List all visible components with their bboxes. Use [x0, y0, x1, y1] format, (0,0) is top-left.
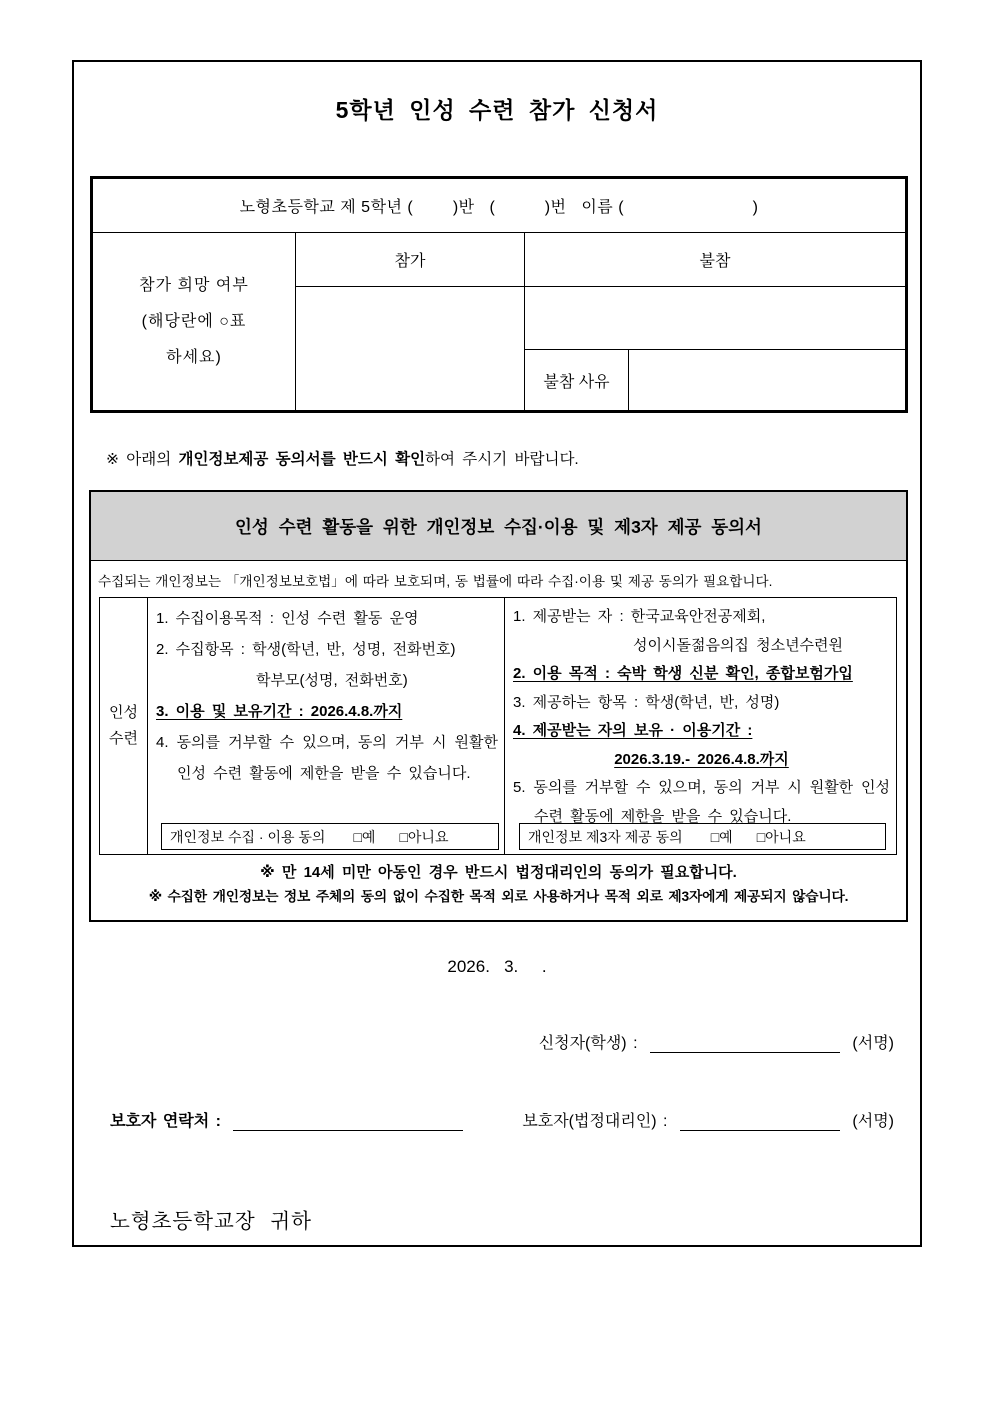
guardian-signature-row	[110, 1108, 894, 1131]
provide-item-4: 4. 제공받는 자의 보유 · 이용기간 :	[513, 722, 753, 739]
collect-use-column	[148, 598, 505, 854]
notice-prefix: ※ 아래의	[106, 451, 179, 468]
applicant-signature-blank[interactable]	[650, 1037, 840, 1053]
guardian-sign-suffix: (서명)	[852, 1113, 894, 1130]
collect-item-4: 4. 동의를 거부할 수 있으며, 동의 거부 시 원활한 인성 수련 활동에 제한을 받을 수 있습니다.	[156, 734, 498, 782]
guardian-contact-blank[interactable]	[233, 1115, 463, 1131]
applicant-sign-suffix: (서명)	[852, 1035, 894, 1052]
wish-label-line1: 참가 희망 여부	[139, 276, 249, 294]
wish-label-line3: 하세요)	[166, 348, 222, 366]
collect-item-2: 2. 수집항목 : 학생(학년, 반, 성명, 전화번호)	[156, 641, 456, 658]
consent-intro: 수집되는 개인정보는 「개인정보보호법」에 따라 보호되며, 동 법률에 따라 수집·이용 및 제공 동의가 필요합니다.	[98, 574, 773, 589]
third-party-column	[505, 598, 896, 854]
privacy-note: ※ 수집한 개인정보는 정보 주체의 동의 없이 수집한 목적 외로 사용하거나 목적 외로 제3자에게 제공되지 않습니다.	[148, 889, 849, 904]
consent-table	[99, 597, 897, 855]
category-cell	[100, 598, 148, 854]
recipient-line: 노형초등학교장 귀하	[110, 1210, 312, 1233]
provide-item-2: 2. 이용 목적 : 숙박 학생 신분 확인, 종합보험가입	[513, 665, 853, 682]
form-title: 5학년 인성 수련 참가 신청서	[335, 97, 659, 123]
notice-suffix: 하여 주시기 바랍니다.	[425, 451, 579, 468]
wish-label-line2: (해당란에 ○표	[141, 312, 247, 330]
absent-header-cell: 불참	[525, 233, 907, 287]
absent-reason-input-cell[interactable]	[629, 350, 907, 412]
collect-consent-yes-checkbox[interactable]: □예	[353, 828, 376, 845]
category-line1: 인성	[109, 704, 138, 721]
guardian-contact-label: 보호자 연락처 :	[110, 1113, 221, 1130]
consent-section	[89, 490, 908, 922]
form-date: 2026. 3. .	[447, 957, 547, 976]
third-party-consent-no-checkbox[interactable]: □아니요	[756, 828, 806, 845]
collect-consent-no-checkbox[interactable]: □아니요	[399, 828, 449, 845]
form-page	[72, 60, 922, 1247]
absent-mark-cell[interactable]	[525, 287, 907, 350]
provide-item-4b: 2026.3.19.- 2026.4.8.까지	[614, 750, 789, 768]
confirm-notice	[106, 447, 579, 469]
minor-consent-note: ※ 만 14세 미만 아동인 경우 반드시 법정대리인의 동의가 필요합니다.	[260, 864, 737, 881]
attend-mark-cell[interactable]	[296, 287, 525, 412]
provide-item-5: 5. 동의를 거부할 수 있으며, 동의 거부 시 원활한 인성 수련 활동에 제한을 받을 수 있습니다.	[513, 779, 890, 825]
student-info-row[interactable]: 노형초등학교 제 5학년 ( )반 ( )번 이름 ( )	[92, 178, 907, 233]
collect-consent-strip	[161, 823, 499, 850]
provide-item-1b: 성이시돌젊음의집 청소년수련원	[633, 636, 844, 654]
collect-consent-label: 개인정보 수집 · 이용 동의	[170, 828, 326, 845]
provide-item-3: 3. 제공하는 항목 : 학생(학년, 반, 성명)	[513, 693, 780, 711]
collect-item-1: 1. 수집이용목적 : 인성 수련 활동 운영	[156, 610, 419, 627]
third-party-consent-label: 개인정보 제3자 제공 동의	[528, 828, 683, 845]
provide-item-1: 1. 제공받는 자 : 한국교육안전공제회,	[513, 608, 766, 625]
wish-label-cell	[92, 233, 296, 412]
guardian-contact-group	[110, 1108, 469, 1131]
guardian-sign-group	[522, 1108, 894, 1131]
collect-item-2b: 학부모(성명, 전화번호)	[256, 672, 408, 689]
attend-header-cell: 참가	[296, 233, 525, 287]
consent-section-title: 인성 수련 활동을 위한 개인정보 수집·이용 및 제3자 제공 동의서	[91, 492, 906, 561]
third-party-consent-yes-checkbox[interactable]: □예	[710, 828, 733, 845]
guardian-signature-blank[interactable]	[680, 1115, 840, 1131]
notice-emphasis: 개인정보제공 동의서를 반드시 확인	[178, 451, 426, 468]
applicant-signature-line	[539, 1030, 894, 1053]
absent-reason-label-cell: 불참 사유	[525, 350, 629, 412]
applicant-label: 신청자(학생) :	[538, 1035, 638, 1052]
participation-table	[90, 176, 908, 413]
third-party-consent-strip	[519, 823, 886, 850]
guardian-label: 보호자(법정대리인) :	[522, 1113, 668, 1130]
collect-item-3: 3. 이용 및 보유기간 : 2026.4.8.까지	[156, 703, 403, 720]
category-line2: 수련	[109, 730, 138, 747]
